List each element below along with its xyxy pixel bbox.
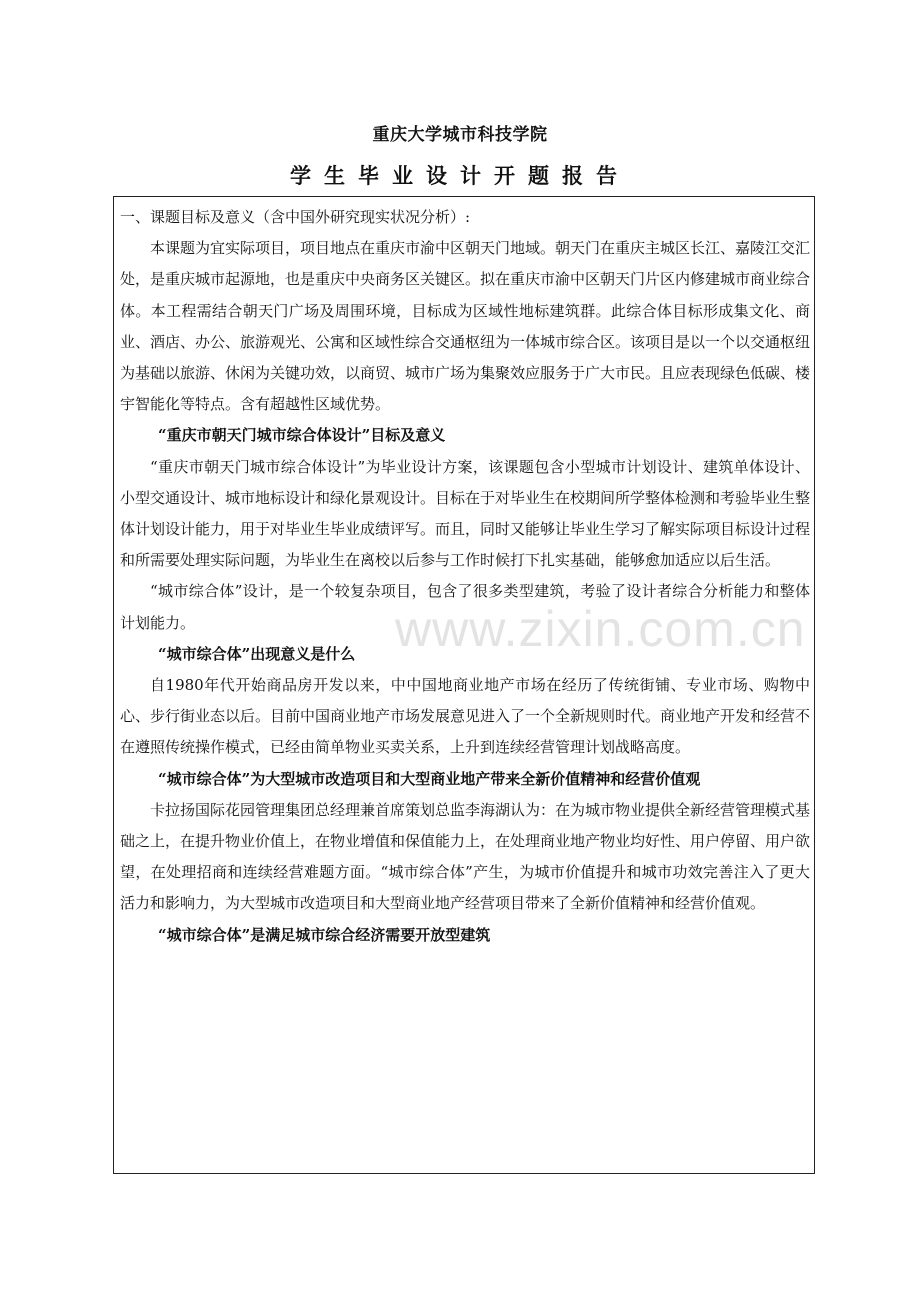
subheading-goal: “重庆市朝天门城市综合体设计”目标及意义 xyxy=(158,426,446,445)
subheading-value: “城市综合体”为大型城市改造项目和大型商业地产带来全新价值精神和经营价值观 xyxy=(158,769,701,788)
subheading-open-building: “城市综合体”是满足城市综合经济需要开放型建筑 xyxy=(158,925,491,944)
paragraph-value: 卡拉扬国际花园管理集团总经理兼首席策划总监李海湖认为：在为城市物业提供全新经营管理模式基础之上，在提升物业价值上，在物业增值和保值能力上，在处理商业地产物业均好性、用户停留、用户欲望，在处理招商和连续经营难题方面。“城市综合体”产生，为城市价值提升和城市功效完善注入了更大活力和影响力，为大型城市改造项目和大型商业地产经营项目带来了全新价值精神和经营价值观。 xyxy=(120,800,811,913)
subheading-meaning: “城市综合体”出现意义是什么 xyxy=(158,644,356,663)
paragraph-project-intro: 本课题为宜实际项目，项目地点在重庆市渝中区朝天门地域。朝天门在重庆主城区长江、嘉陵江交汇处，是重庆城市起源地，也是重庆中央商务区关键区。拟在重庆市渝中区朝天门片区内修建城市商业综合体。本工程需结合朝天门广场及周围环境，目标成为区域性地标建筑群。此综合体目标形成集文化、商业、酒店、办公、旅游观光、公寓和区域性综合交通枢纽为一体城市综合区。该项目是以一个以交通枢纽为基础以旅游、休闲为关键功效，以商贸、城市广场为集聚效应服务于广大市民。且应表现绿色低碳、楼宇智能化等特点。含有超越性区域优势。 xyxy=(120,239,811,414)
section-title: 一、课题目标及意义（含中国外研究现实状况分析）: xyxy=(120,208,471,226)
paragraph-history: 自1980年代开始商品房开发以来，中中国地商业地产市场在经历了传统街铺、专业市场、购物中心、步行街业态以后。目前中国商业地产市场发展意见进入了一个全新规则时代。商业地产开发和经营不在遵照传统操作模式，已经由简单物业买卖关系，上升到连续经营管理计划战略高度。 xyxy=(120,676,811,757)
school-name: 重庆大学城市科技学院 xyxy=(372,125,548,145)
report-title: 学生毕业设计开题报告 xyxy=(290,163,630,188)
paragraph-complex-design: “城市综合体”设计，是一个较复杂项目，包含了很多类型建筑，考验了设计者综合分析能力和整体计划能力。 xyxy=(120,582,810,632)
watermark: www.zixin.com.cn xyxy=(395,601,806,657)
paragraph-goal: “重庆市朝天门城市综合体设计”为毕业设计方案，该课题包含小型城市计划设计、建筑单体设计、小型交通设计、城市地标设计和绿化景观设计。目标在于对毕业生在校期间所学整体检测和考验毕业生整体计划设计能力，用于对毕业生毕业成绩评写。而且，同时又能够让毕业生学习了解实际项目标设计过程和所需要处理实际问题，为毕业生在离校以后参与工作时候打下扎实基础，能够愈加适应以后生活。 xyxy=(120,457,811,570)
report-content xyxy=(120,202,810,951)
